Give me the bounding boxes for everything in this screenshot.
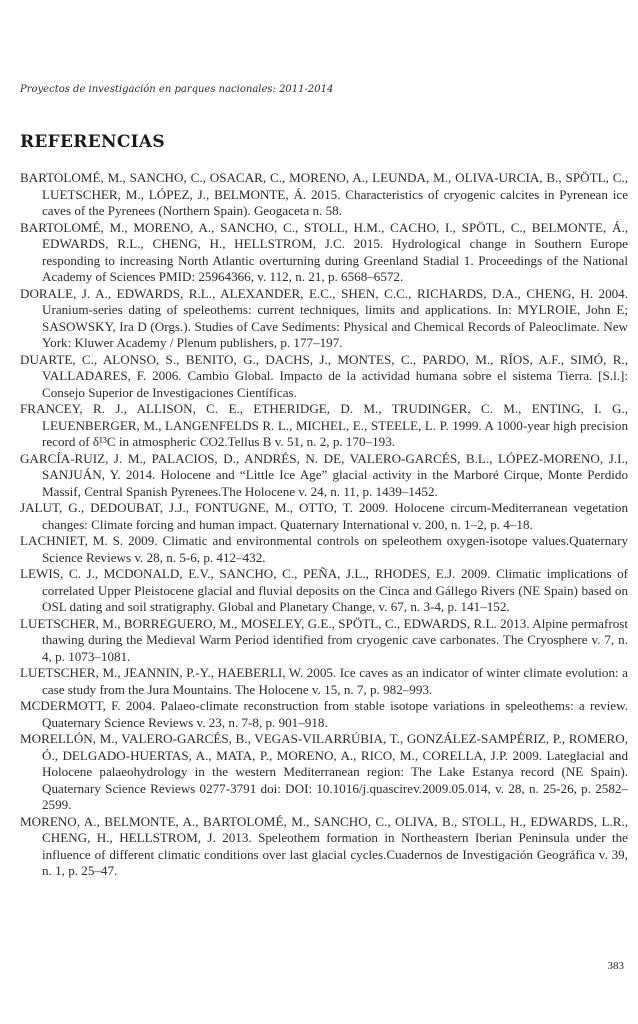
reference-item: DORALE, J. A., EDWARDS, R.L., ALEXANDER, E.C., SHEN, C.C., RICHARDS, D.A., CHENG, H. 2004. Uranium-series dating of speleothems: current techniques, limits and applications. In: MYLROIE, John E; SASOWSKY, Ira D (Orgs.). Studies of Cave Sediments: Physical and Chemical Records of Paleoclimate. New York: Kluwer Academy / Plenum publishers, p. 177–197. [20, 285, 628, 350]
reference-item: LUETSCHER, M., BORREGUERO, M., MOSELEY, G.E., SPÖTL, C., EDWARDS, R.L. 2013. Alpine permafrost thawing during the Medieval Warm Period identified from cryogenic cave carbonates. The Cryosphere v. 7, n. 4, p. 1073–1081. [20, 615, 628, 664]
reference-item: MORENO, A., BELMONTE, A., BARTOLOMÉ, M., SANCHO, C., OLIVA, B., STOLL, H., EDWARDS, L.R., CHENG, H., HELLSTROM, J. 2013. Speleothem formation in Northeastern Iberian Peninsula under the influence of different climatic conditions over last glacial cycles.Cuadernos de Investigación Geográfica v. 39, n. 1, p. 25–47. [20, 813, 628, 878]
reference-item: LACHNIET, M. S. 2009. Climatic and environmental controls on speleothem oxygen-isotope values.Quaternary Science Reviews v. 28, n. 5-6, p. 412–432. [20, 533, 628, 565]
reference-item: GARCÍA-RUIZ, J. M., PALACIOS, D., ANDRÉS, N. DE, VALERO-GARCÉS, B.L., LÓPEZ-MORENO, J.I., SANJUÁN, Y. 2014. Holocene and “Little Ice Age” glacial activity in the Marboré Cirque, Monte Perdido Massif, Central Spanish Pyrenees.The Holocene v. 24, n. 11, p. 1439–1452. [20, 450, 628, 499]
running-header: Proyectos de investigación en parques nacionales: 2011-2014 [20, 84, 334, 95]
page-number: 383 [607, 960, 624, 972]
reference-item: BARTOLOMÉ, M., MORENO, A., SANCHO, C., STOLL, H.M., CACHO, I., SPÖTL, C., BELMONTE, Á., EDWARDS, R.L., CHENG, H., HELLSTROM, J.C. 2015. Hydrological change in Southern Europe responding to increasing North Atlantic overturning during Greenland Stadial 1. Proceedings of the National Academy of Sciences PMID: 25964366, v. 112, n. 21, p. 6568–6572. [20, 219, 628, 284]
reference-item: FRANCEY, R. J., ALLISON, C. E., ETHERIDGE, D. M., TRUDINGER, C. M., ENTING, I. G., LEUENBERGER, M., LANGENFELDS R. L., MICHEL, E., STEELE, L. P. 1999. A 1000-year high precision record of δ¹³C in atmospheric CO2.Tellus B v. 51, n. 2, p. 170–193. [20, 401, 628, 449]
reference-item: BARTOLOMÉ, M., SANCHO, C., OSACAR, C., MORENO, A., LEUNDA, M., OLIVA-URCIA, B., SPÖTL, C., LUETSCHER, M., LÓPEZ, J., BELMONTE, Á. 2015. Characteristics of cryogenic calcites in Pyrenean ice caves of the Pyrenees (Northern Spain). Geogaceta n. 58. [20, 170, 628, 218]
reference-item: LUETSCHER, M., JEANNIN, P.-Y., HAEBERLI, W. 2005. Ice caves as an indicator of winter climate evolution: a case study from the Jura Mountains. The Holocene v. 15, n. 7, p. 982–993. [20, 665, 628, 697]
reference-item: MCDERMOTT, F. 2004. Palaeo-climate reconstruction from stable isotope variations in speleothems: a review. Quaternary Science Reviews v. 23, n. 7-8, p. 901–918. [20, 698, 628, 730]
reference-item: LEWIS, C. J., MCDONALD, E.V., SANCHO, C., PEÑA, J.L., RHODES, E.J. 2009. Climatic implications of correlated Upper Pleistocene glacial and fluvial deposits on the Cinca and Gállego Rivers (NE Spain) based on OSL dating and soil stratigraphy. Global and Planetary Change, v. 67, n. 3-4, p. 141–152. [20, 566, 628, 614]
reference-item: JALUT, G., DEDOUBAT, J.J., FONTUGNE, M., OTTO, T. 2009. Holocene circum-Mediterranean vegetation changes: Climate forcing and human impact. Quaternary International v. 200, n. 1–2, p. 4–18. [20, 500, 628, 532]
reference-item: MORELLÓN, M., VALERO-GARCÉS, B., VEGAS-VILARRÚBIA, T., GONZÁLEZ-SAMPÉRIZ, P., ROMERO, Ó., DELGADO-HUERTAS, A., MATA, P., MORENO, A., RICO, M., CORELLA, J.P. 2009. Lateglacial and Holocene palaeohydrology in the western Mediterranean region: The Lake Estanya record (NE Spain). Quaternary Science Reviews 0277-3791 doi: DOI: 10.1016/j.quascirev.2009.05.014, v. 28, n. 25-26, p. 2582–2599. [20, 731, 628, 812]
reference-list [20, 170, 628, 880]
reference-item: DUARTE, C., ALONSO, S., BENITO, G., DACHS, J., MONTES, C., PARDO, M., RÍOS, A.F., SIMÓ, R., VALLADARES, F. 2006. Cambio Global. Impacto de la actividad humana sobre el sistema Tierra. [S.l.]: Consejo Superior de Investigaciones Científicas. [20, 351, 628, 400]
section-title: REFERENCIAS [20, 132, 165, 152]
